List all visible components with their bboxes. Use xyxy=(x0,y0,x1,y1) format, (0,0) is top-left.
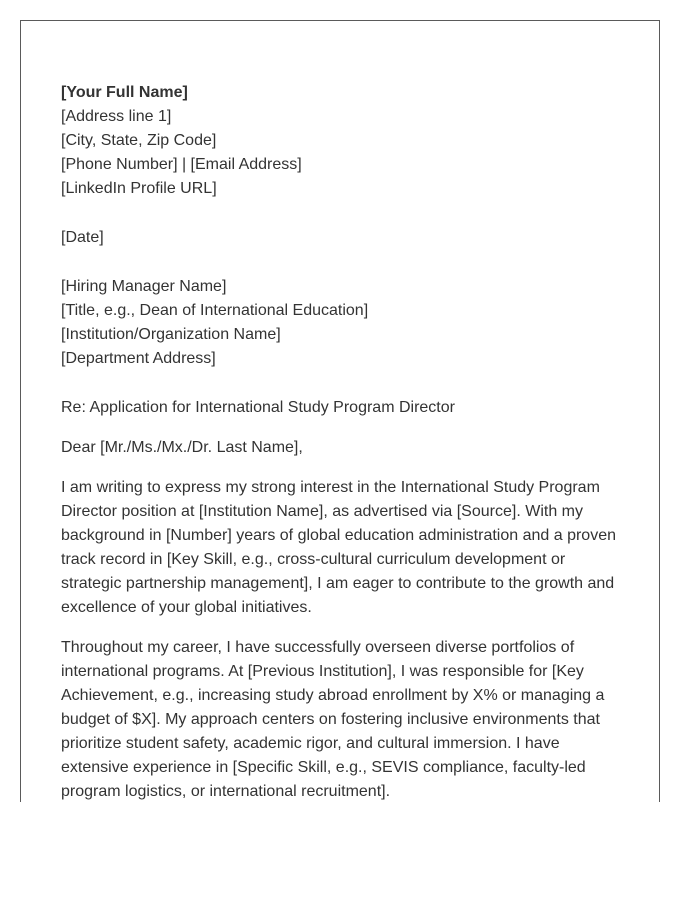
body-paragraph: Throughout my career, I have successfully overseen diverse portfolios of international programs. At [Previous Institution], I was responsible for [Key Achievement, e.g., increasing study abroad enrollment by X% or managing a budget of $X]. My approach centers on fostering inclusive environments that prioritize student safety, academic rigor, and cultural immersion. I have extensive experience in [Specific Skill, e.g., SEVIS compliance, faculty-led program logistics, or international recruitment]. xyxy=(61,639,605,800)
date-block xyxy=(61,226,621,250)
recipient-organization: [Institution/Organization Name] xyxy=(61,326,281,343)
sender-city-state-zip: [City, State, Zip Code] xyxy=(61,132,217,149)
sender-block xyxy=(61,81,621,201)
recipient-name: [Hiring Manager Name] xyxy=(61,278,227,295)
recipient-address: [Department Address] xyxy=(61,350,216,367)
salutation: Dear [Mr./Ms./Mx./Dr. Last Name], xyxy=(61,439,303,456)
letter-content xyxy=(61,81,621,802)
sender-linkedin: [LinkedIn Profile URL] xyxy=(61,180,217,197)
sender-name: [Your Full Name] xyxy=(61,84,188,101)
body-paragraph: I am writing to express my strong interest in the International Study Program Director position at [Institution Name], as advertised via [Source]. With my background in [Number] years of global education administration and a proven track record in [Key Skill, e.g., cross-cultural curriculum development or strategic partnership management], I am eager to contribute to the growth and excellence of your global initiatives. xyxy=(61,479,616,616)
salutation-block xyxy=(61,436,621,460)
letter-page xyxy=(20,20,660,802)
body-paragraph-2-block xyxy=(61,636,621,802)
sender-phone-email: [Phone Number] | [Email Address] xyxy=(61,156,302,173)
recipient-title: [Title, e.g., Dean of International Education] xyxy=(61,302,369,319)
recipient-block xyxy=(61,275,621,371)
sender-address-line: [Address line 1] xyxy=(61,108,172,125)
subject-block xyxy=(61,396,621,420)
subject-line: Re: Application for International Study Program Director xyxy=(61,399,455,416)
body-paragraph-1-block xyxy=(61,476,621,620)
letter-date: [Date] xyxy=(61,229,104,246)
